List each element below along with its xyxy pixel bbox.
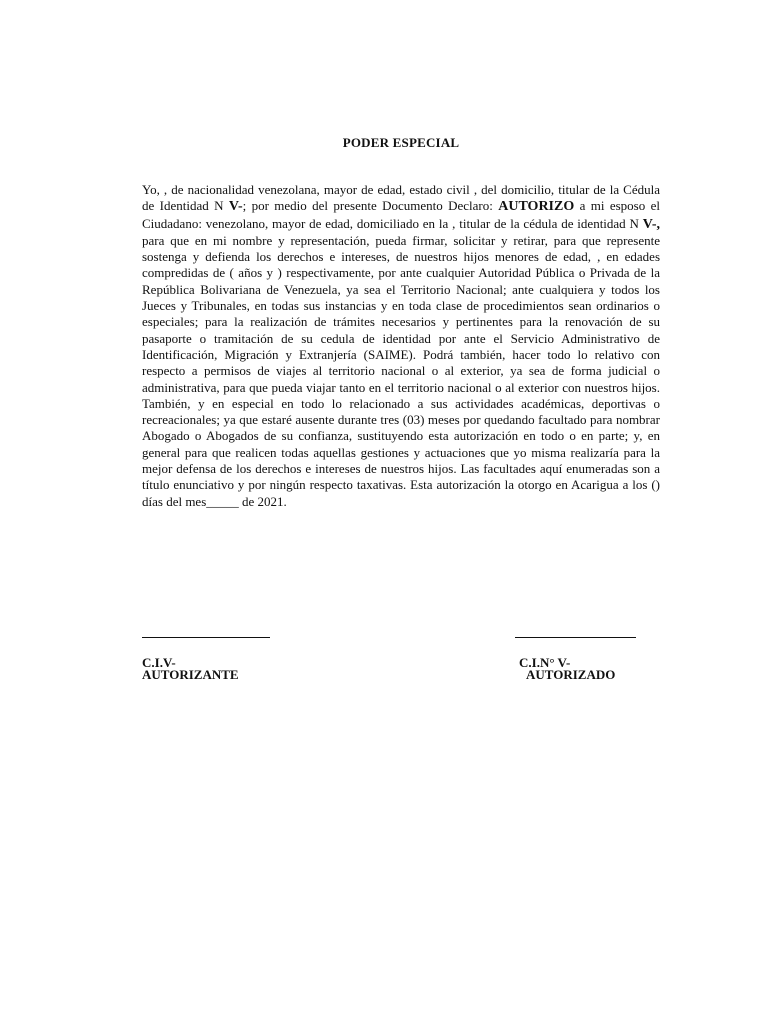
body-text-part-3: a mi esposo el Ciudadano: venezolano, mayor de edad, domiciliado en la , titular de la cédula de identidad N <box>142 198 660 231</box>
document-body <box>142 182 660 510</box>
cedula-prefix-autorizado: V-, <box>642 216 660 232</box>
signature-ci-autorizado: C.I.N° V- <box>519 655 571 670</box>
body-text-part-2: ; por medio del presente Documento Declaro: <box>242 198 499 214</box>
autorizo-keyword: AUTORIZO <box>498 199 575 215</box>
signature-role-autorizante: AUTORIZANTE <box>142 667 239 682</box>
signature-ci-autorizante: C.I.V- <box>142 655 176 670</box>
document-title: PODER ESPECIAL <box>342 135 460 150</box>
body-text-part-4: para que en mi nombre y representación, pueda firmar, solicitar y retirar, para que represente sostenga y defienda los derechos e intereses, de nuestros hijos menores de edad, , en edades compredidas de ( años y ) respectivamente, por ante cualquier Autoridad Pública o Privada de la República Bolivariana de Venezuela, ya sea el Territorio Nacional; ante cualquiera y todos los Jueces y Tribunales, en todas sus instancias y en toda clase de procedimientos sean ordinarios o especiales; para la realización de trámites necesarios y pertinentes para la renovación de su pasaporte o tramitación de su cedula de identidad por ante el Servicio Administrativo de Identificación, Migración y Extranjería (SAIME). Podrá también, hacer todo lo relativo con respecto a permisos de viajes al territorio nacional o al exterior, ya sea de forma judicial o administrativa, para que pueda viajar tanto en el territorio nacional o al exterior con nuestros hijos. También, y en especial en todo lo relacionado a sus actividades académicas, deportivas o recreacionales; ya que estaré ausente durante tres (03) meses por quedando facultado para nombrar Abogado o Abogados de su confianza, sustituyendo esta autorización en todo o en parte; y, en general para que realicen todas aquellas gestiones y actuaciones que yo misma realizaría para la mejor defensa de los derechos e intereses de nuestros hijos. Las facultades aquí enumeradas son a título enunciativo y por ningún respecto taxativas. Esta autorización la otorgo en Acarigua a los () días del mes_____ de 2021. <box>142 232 660 509</box>
cedula-prefix-autorizante: V- <box>228 199 243 215</box>
signature-line-autorizado <box>515 637 636 638</box>
signature-role-autorizado: AUTORIZADO <box>526 667 616 682</box>
signature-line-autorizante <box>142 637 270 638</box>
body-text-part-1: Yo, , de nacionalidad venezolana, mayor de edad, estado civil , del domicilio, titular de la Cédula de Identidad N <box>142 182 660 214</box>
